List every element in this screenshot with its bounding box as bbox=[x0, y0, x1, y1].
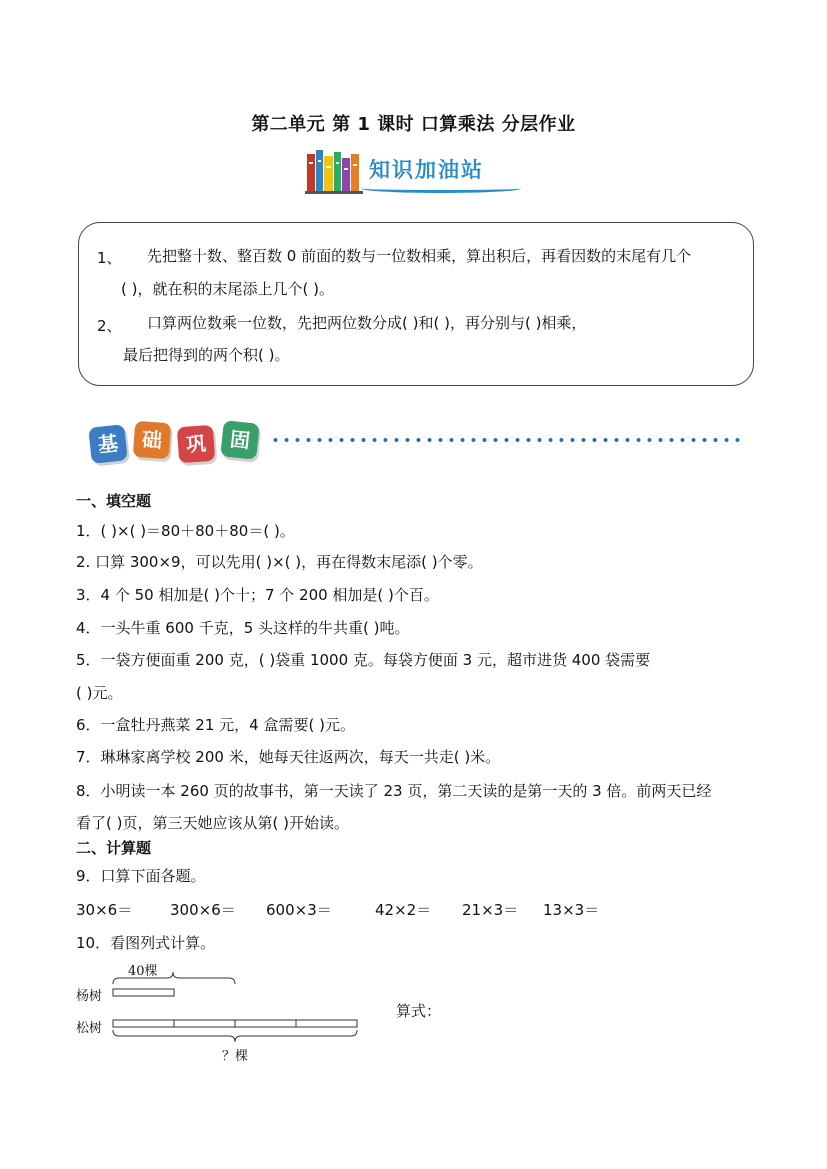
banner-underline bbox=[361, 184, 521, 193]
calc-item-3: 600×3＝ bbox=[266, 901, 332, 919]
diagram-bottom-value: ？棵 bbox=[222, 1049, 249, 1064]
tree-diagram bbox=[76, 960, 376, 1070]
question-3: 3．4 个 50 相加是( )个十；7 个 200 相加是( )个百。 bbox=[76, 586, 439, 604]
question-8-line-2: 看了( )页，第三天她应该从第( )开始读。 bbox=[76, 814, 349, 832]
calc-item-5: 21×3＝ bbox=[462, 901, 519, 919]
section-2-title: 二、计算题 bbox=[76, 839, 152, 857]
basics-tile-1: 基 bbox=[88, 424, 128, 464]
question-4: 4．一头牛重 600 千克，5 头这样的牛共重( )吨。 bbox=[76, 619, 410, 637]
knowledge-item-2-number: 2、 bbox=[97, 317, 122, 335]
basics-tile-2: 础 bbox=[133, 421, 171, 459]
question-1: 1．( )×( )＝80＋80＋80＝( )。 bbox=[76, 522, 295, 540]
basics-banner bbox=[90, 420, 270, 470]
question-8-line-1: 8．小明读一本 260 页的故事书，第一天读了 23 页，第二天读的是第一天的 3 倍。前两天已经 bbox=[76, 782, 712, 800]
knowledge-item-2-line-2: 最后把得到的两个积( )。 bbox=[123, 346, 290, 364]
knowledge-item-1-line-1: 先把整十数、整百数 0 前面的数与一位数相乘，算出积后，再看因数的末尾有几个 bbox=[147, 247, 692, 265]
page-title: 第二单元 第 1 课时 口算乘法 分层作业 bbox=[251, 114, 576, 135]
question-5-line-2: ( )元。 bbox=[76, 684, 123, 702]
books-icon bbox=[305, 146, 363, 194]
question-9: 9．口算下面各题。 bbox=[76, 867, 206, 885]
formula-label: 算式： bbox=[396, 1002, 442, 1020]
basics-tile-4: 固 bbox=[220, 420, 260, 460]
basics-tile-3: 巩 bbox=[177, 425, 215, 463]
knowledge-box bbox=[78, 222, 754, 386]
knowledge-banner bbox=[305, 146, 535, 198]
calc-item-1: 30×6＝ bbox=[76, 901, 133, 919]
calc-item-6: 13×3＝ bbox=[543, 901, 600, 919]
knowledge-item-2-line-1: 口算两位数乘一位数，先把两位数分成( )和( )，再分别与( )相乘， bbox=[147, 314, 587, 332]
question-7: 7．琳琳家离学校 200 米，她每天往返两次，每天一共走( )米。 bbox=[76, 748, 501, 766]
question-10: 10．看图列式计算。 bbox=[76, 934, 216, 952]
knowledge-item-1-number: 1、 bbox=[97, 249, 122, 267]
knowledge-banner-label: 知识加油站 bbox=[369, 158, 484, 182]
knowledge-item-1-line-2: ( )，就在积的末尾添上几个( )。 bbox=[121, 280, 334, 298]
question-5-line-1: 5．一袋方便面重 200 克，( )袋重 1000 克。每袋方便面 3 元，超市进货 400 袋需要 bbox=[76, 651, 651, 669]
dotted-divider bbox=[270, 436, 740, 444]
question-2: 2. 口算 300×9，可以先用( )×( )，再在得数末尾添( )个零。 bbox=[76, 553, 483, 571]
section-1-title: 一、填空题 bbox=[76, 492, 152, 510]
diagram-top-value: 40棵 bbox=[128, 964, 158, 979]
calc-item-4: 42×2＝ bbox=[375, 901, 432, 919]
calc-item-2: 300×6＝ bbox=[170, 901, 236, 919]
question-6: 6．一盒牡丹燕菜 21 元，4 盒需要( )元。 bbox=[76, 716, 355, 734]
diagram-row-1-label: 杨树 bbox=[76, 989, 103, 1004]
diagram-row-2-label: 松树 bbox=[76, 1021, 103, 1036]
